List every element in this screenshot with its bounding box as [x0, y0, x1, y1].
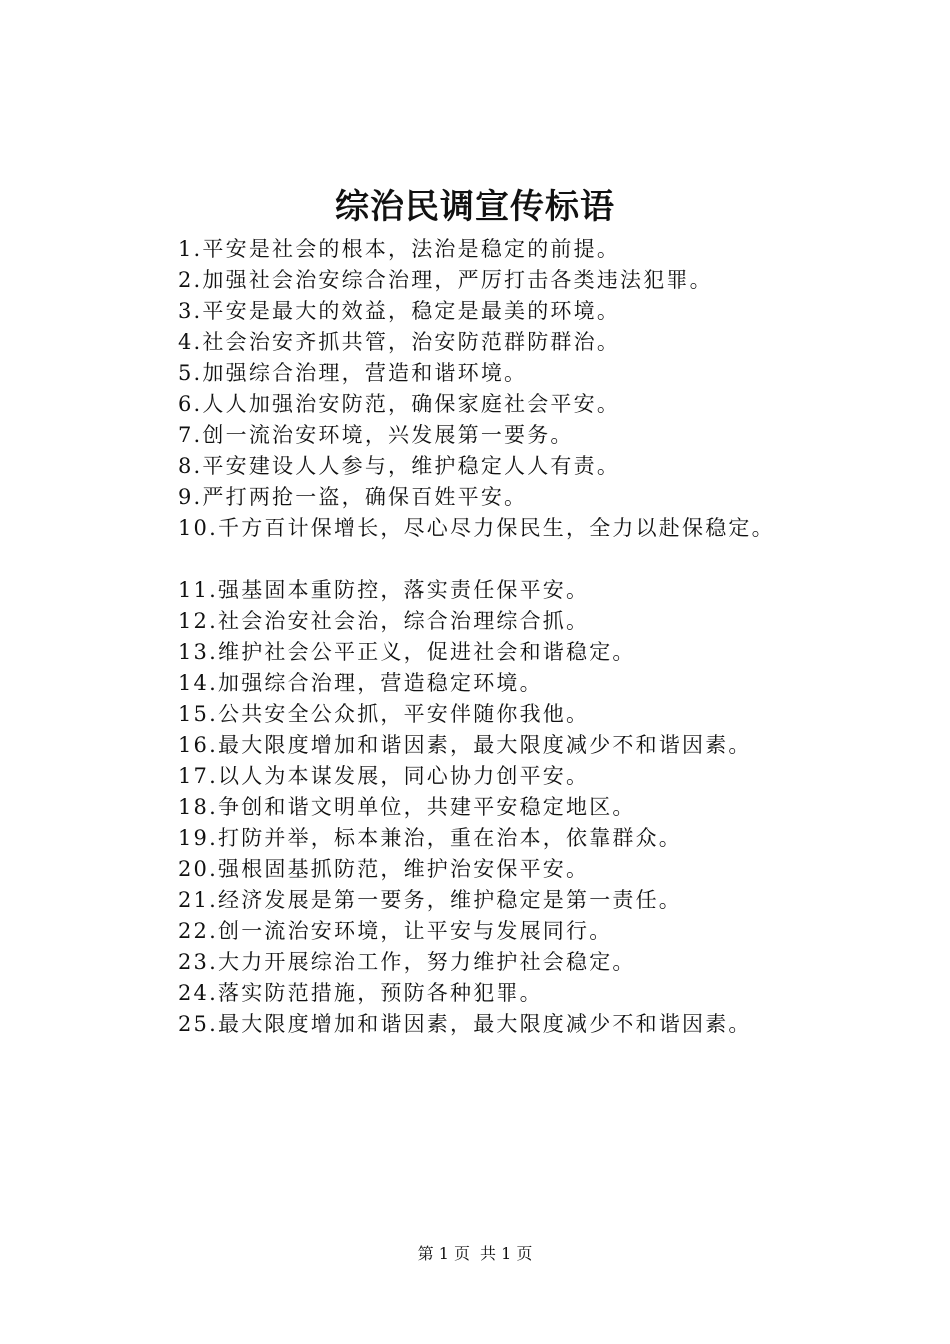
slogan-item: 15.公共安全公众抓，平安伴随你我他。 — [178, 702, 590, 726]
slogan-item: 21.经济发展是第一要务，维护稳定是第一责任。 — [178, 888, 682, 912]
slogan-item: 16.最大限度增加和谐因素，最大限度减少不和谐因素。 — [178, 733, 752, 757]
slogan-item: 25.最大限度增加和谐因素，最大限度减少不和谐因素。 — [178, 1012, 752, 1036]
slogan-item: 10.千方百计保增长，尽心尽力保民生，全力以赴保稳定。 — [178, 516, 775, 540]
page-total: 共 1 页 — [480, 1244, 533, 1263]
slogan-item: 24.落实防范措施，预防各种犯罪。 — [178, 981, 543, 1005]
document-title: 综治民调宣传标语 — [335, 187, 615, 227]
slogan-item: 6.人人加强治安防范，确保家庭社会平安。 — [178, 392, 621, 416]
slogan-item: 12.社会治安社会治，综合治理综合抓。 — [178, 609, 590, 633]
slogan-item: 22.创一流治安环境，让平安与发展同行。 — [178, 919, 613, 943]
slogan-item: 7.创一流治安环境，兴发展第一要务。 — [178, 423, 574, 447]
slogan-item: 18.争创和谐文明单位，共建平安稳定地区。 — [178, 795, 636, 819]
slogan-item: 14.加强综合治理，营造稳定环境。 — [178, 671, 543, 695]
slogan-item: 13.维护社会公平正义，促进社会和谐稳定。 — [178, 640, 636, 664]
slogan-list — [178, 234, 775, 1040]
slogan-item: 9.严打两抢一盗，确保百姓平安。 — [178, 485, 528, 509]
page-footer — [0, 1242, 950, 1266]
slogan-item: 17.以人为本谋发展，同心协力创平安。 — [178, 764, 590, 788]
slogan-item: 20.强根固基抓防范，维护治安保平安。 — [178, 857, 590, 881]
slogan-item: 11.强基固本重防控，落实责任保平安。 — [178, 578, 590, 602]
slogan-item: 3.平安是最大的效益，稳定是最美的环境。 — [178, 299, 621, 323]
slogan-item: 2.加强社会治安综合治理，严厉打击各类违法犯罪。 — [178, 268, 713, 292]
slogan-item: 1.平安是社会的根本，法治是稳定的前提。 — [178, 237, 621, 261]
slogan-item: 23.大力开展综治工作，努力维护社会稳定。 — [178, 950, 636, 974]
slogan-item: 8.平安建设人人参与，维护稳定人人有责。 — [178, 454, 621, 478]
slogan-item: 4.社会治安齐抓共管，治安防范群防群治。 — [178, 330, 621, 354]
slogan-item: 19.打防并举，标本兼治，重在治本，依靠群众。 — [178, 826, 682, 850]
slogan-item: 5.加强综合治理，营造和谐环境。 — [178, 361, 528, 385]
page-number: 第 1 页 — [417, 1244, 470, 1263]
